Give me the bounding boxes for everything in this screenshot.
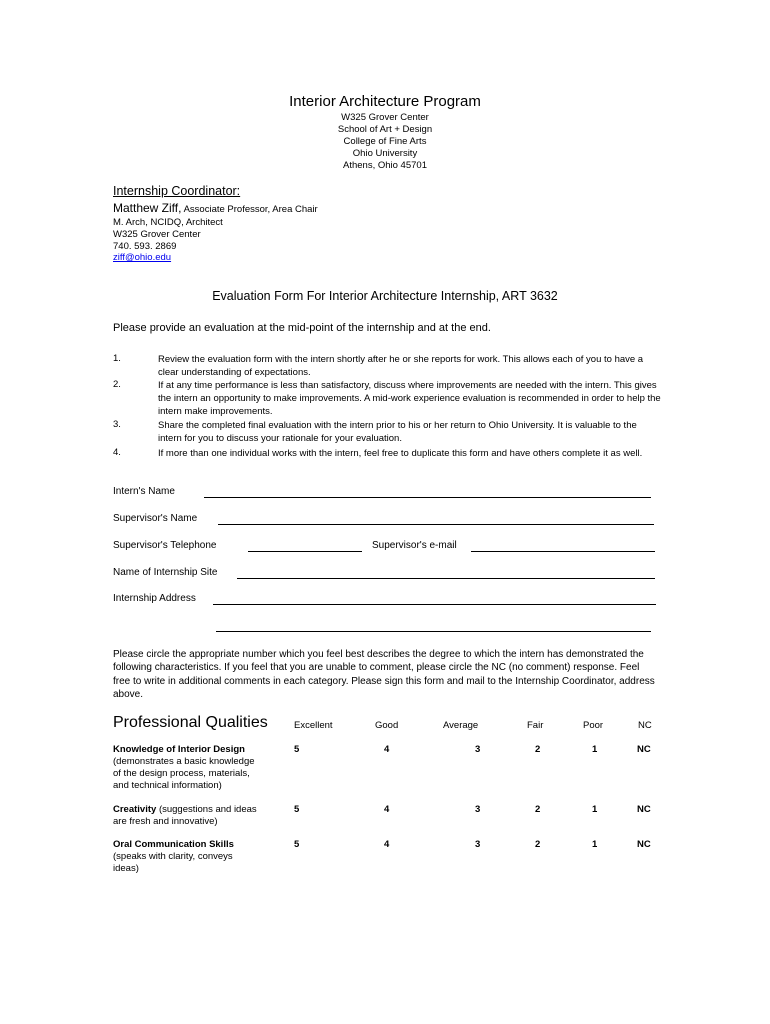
rating-option[interactable]: 1 bbox=[592, 744, 598, 755]
instruction-text: Review the evaluation form with the intern shortly after he or she reports for work. This allows each of you to have a clear understanding of expectations. bbox=[158, 354, 644, 379]
instruction-number: 1. bbox=[113, 353, 121, 364]
instruction-number: 4. bbox=[113, 447, 121, 458]
address-line: College of Fine Arts bbox=[343, 136, 427, 147]
instruction-text: If more than one individual works with the intern, feel free to duplicate this form and have others complete it as well. bbox=[158, 448, 643, 459]
rating-option[interactable]: 2 bbox=[535, 744, 541, 755]
rating-option[interactable]: NC bbox=[637, 804, 651, 815]
coordinator-office: W325 Grover Center bbox=[113, 229, 201, 240]
coordinator-heading: Internship Coordinator: bbox=[113, 184, 241, 198]
qualities-heading: Professional Qualities bbox=[113, 714, 268, 731]
address-line: School of Art + Design bbox=[337, 124, 433, 135]
criterion-detail: (suggestions and ideas are fresh and innovative) bbox=[113, 804, 257, 827]
instruction-number: 3. bbox=[113, 419, 121, 430]
rating-option[interactable]: 3 bbox=[475, 839, 481, 850]
rating-option[interactable]: 4 bbox=[384, 804, 390, 815]
intern-name-field[interactable] bbox=[204, 497, 651, 498]
rating-option[interactable]: 4 bbox=[384, 839, 390, 850]
rating-option[interactable]: 5 bbox=[294, 744, 300, 755]
criterion-description bbox=[113, 839, 248, 875]
rating-option[interactable]: 3 bbox=[475, 804, 481, 815]
coordinator-phone: 740. 593. 2869 bbox=[113, 241, 177, 252]
address-line: W325 Grover Center bbox=[341, 112, 429, 123]
coordinator-name-line bbox=[113, 201, 318, 215]
criterion-name: Oral Communication Skills bbox=[113, 839, 234, 850]
rating-option[interactable]: 4 bbox=[384, 744, 390, 755]
instruction-text: Share the completed final evaluation with the intern prior to his or her return to Ohio University. It is valuable to the intern for you to discuss your rationale for your evaluation. bbox=[158, 420, 637, 445]
intern-name-label: Intern's Name bbox=[113, 486, 175, 497]
coordinator-role: Associate Professor, Area Chair bbox=[181, 204, 318, 215]
site-name-label: Name of Internship Site bbox=[113, 567, 218, 578]
form-title: Evaluation Form For Interior Architecture Internship, ART 3632 bbox=[212, 289, 558, 303]
rating-option[interactable]: 5 bbox=[294, 804, 300, 815]
supervisor-name-label: Supervisor's Name bbox=[113, 513, 198, 524]
instruction-number: 2. bbox=[113, 379, 121, 390]
address-line: Ohio University bbox=[352, 148, 418, 159]
column-header: NC bbox=[638, 720, 652, 731]
rating-option[interactable]: 3 bbox=[475, 744, 481, 755]
coordinator-name: Matthew Ziff, bbox=[113, 201, 182, 215]
coordinator-email-link[interactable]: ziff@ohio.edu bbox=[113, 252, 172, 263]
form-intro: Please provide an evaluation at the mid-point of the internship and at the end. bbox=[113, 322, 491, 334]
address-line: Athens, Ohio 45701 bbox=[343, 160, 427, 171]
circle-instructions: Please circle the appropriate number which you feel best describes the degree to which the intern has demonstrated the following characteristics. If you feel that you are unable to comment, please circle the NC (no comment) response. Feel free to write in additional comments in each category. Please sign this form and mail to the Internship Coordinator, address above. bbox=[113, 649, 655, 701]
column-header: Fair bbox=[527, 720, 544, 731]
criterion-detail: (speaks with clarity, conveys ideas) bbox=[113, 851, 233, 874]
rating-option[interactable]: NC bbox=[637, 744, 651, 755]
supervisor-phone-field[interactable] bbox=[248, 551, 362, 552]
criterion-detail: (demonstrates a basic knowledge of the design process, materials, and technical information) bbox=[113, 756, 255, 791]
rating-option[interactable]: 2 bbox=[535, 804, 541, 815]
column-header: Poor bbox=[583, 720, 604, 731]
address-field-line-2[interactable] bbox=[216, 631, 651, 632]
address-field-line-1[interactable] bbox=[213, 604, 656, 605]
site-name-field[interactable] bbox=[237, 578, 655, 579]
supervisor-name-field[interactable] bbox=[218, 524, 654, 525]
supervisor-phone-label: Supervisor's Telephone bbox=[113, 540, 217, 551]
rating-option[interactable]: 1 bbox=[592, 839, 598, 850]
column-header: Excellent bbox=[294, 720, 333, 731]
column-header: Good bbox=[375, 720, 399, 731]
rating-option[interactable]: NC bbox=[637, 839, 651, 850]
criterion-name: Knowledge of Interior Design bbox=[113, 744, 245, 755]
coordinator-credentials: M. Arch, NCIDQ, Architect bbox=[113, 217, 223, 228]
program-title: Interior Architecture Program bbox=[289, 93, 481, 110]
criterion-description bbox=[113, 804, 263, 828]
criterion-description bbox=[113, 744, 263, 792]
rating-option[interactable]: 2 bbox=[535, 839, 541, 850]
address-label: Internship Address bbox=[113, 593, 196, 604]
instruction-text: If at any time performance is less than satisfactory, discuss where improvements are needed with the intern. This gives the intern an opportunity to make improvements. A mid-work experience evaluation is recommended in order to help the intern make improvements. bbox=[158, 380, 661, 418]
criterion-name: Creativity bbox=[113, 804, 157, 815]
supervisor-email-label: Supervisor's e-mail bbox=[372, 540, 457, 551]
rating-option[interactable]: 5 bbox=[294, 839, 300, 850]
supervisor-email-field[interactable] bbox=[471, 551, 655, 552]
column-header: Average bbox=[443, 720, 479, 731]
rating-option[interactable]: 1 bbox=[592, 804, 598, 815]
